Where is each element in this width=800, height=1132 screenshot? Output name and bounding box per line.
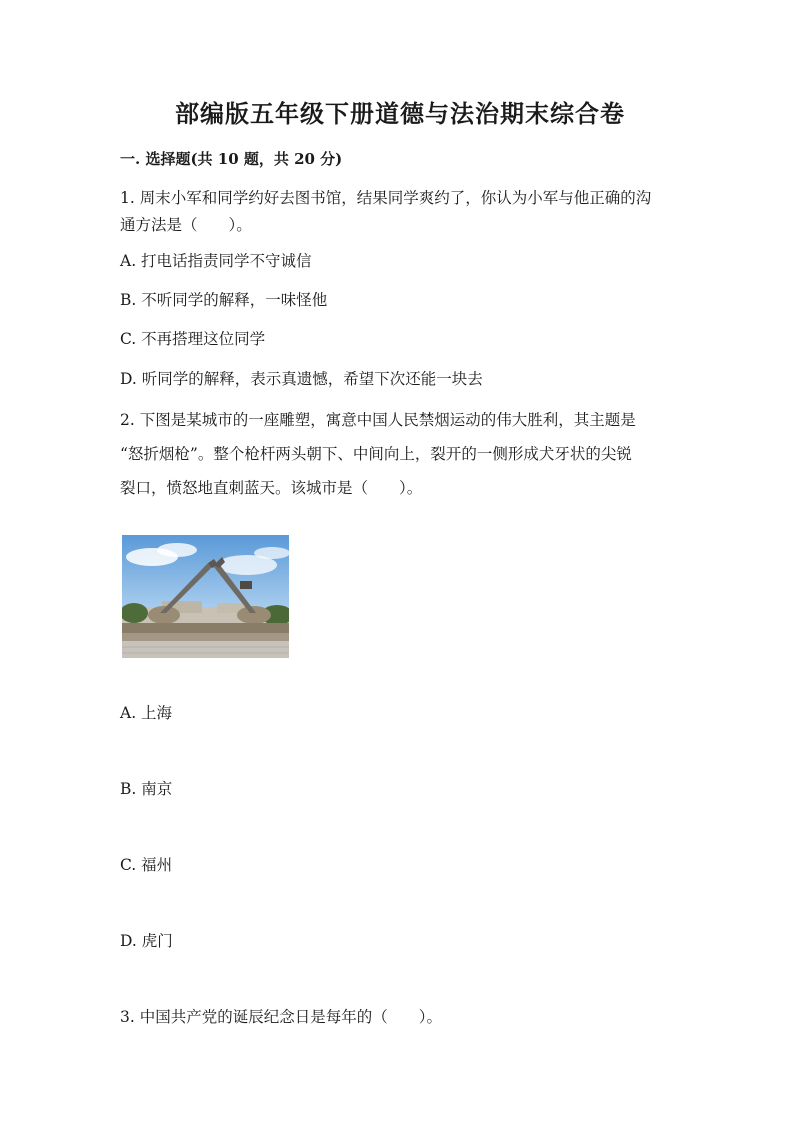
question-2-stem (120, 403, 680, 505)
question-2-option-c: C. 福州 (120, 856, 173, 874)
question-2-line-3: 裂口，愤怒地直刺蓝天。该城市是（ ）。 (120, 479, 423, 497)
question-3-stem: 3. 中国共产党的诞辰纪念日是每年的（ ）。 (120, 1008, 442, 1026)
question-2-line-2: “怒折烟枪”。整个枪杆两头朝下、中间向上，裂开的一侧形成犬牙状的尖锐 (120, 445, 632, 463)
question-1-option-c: C. 不再搭理这位同学 (120, 330, 266, 348)
sculpture-photo (122, 535, 289, 658)
question-2-option-d: D. 虎门 (120, 932, 173, 950)
question-1-line-2: 通方法是（ ）。 (120, 216, 252, 234)
question-1-option-a: A. 打电话指责同学不守诚信 (120, 252, 312, 270)
question-1-stem (120, 185, 680, 239)
question-2-line-1: 2. 下图是某城市的一座雕塑，寓意中国人民禁烟运动的伟大胜利，其主题是 (120, 411, 636, 429)
question-1-option-b: B. 不听同学的解释，一味怪他 (120, 291, 328, 309)
question-1-line-1: 1. 周末小军和同学约好去图书馆，结果同学爽约了，你认为小军与他正确的沟 (120, 189, 652, 207)
question-1-option-d: D. 听同学的解释，表示真遗憾，希望下次还能一块去 (120, 370, 483, 388)
exam-title: 部编版五年级下册道德与法治期末综合卷 (175, 99, 625, 128)
sculpture-image (122, 535, 289, 658)
question-2-option-a: A. 上海 (120, 704, 173, 722)
question-2-option-b: B. 南京 (120, 780, 173, 798)
section-heading: 一. 选择题(共 10 题，共 20 分) (120, 150, 343, 168)
